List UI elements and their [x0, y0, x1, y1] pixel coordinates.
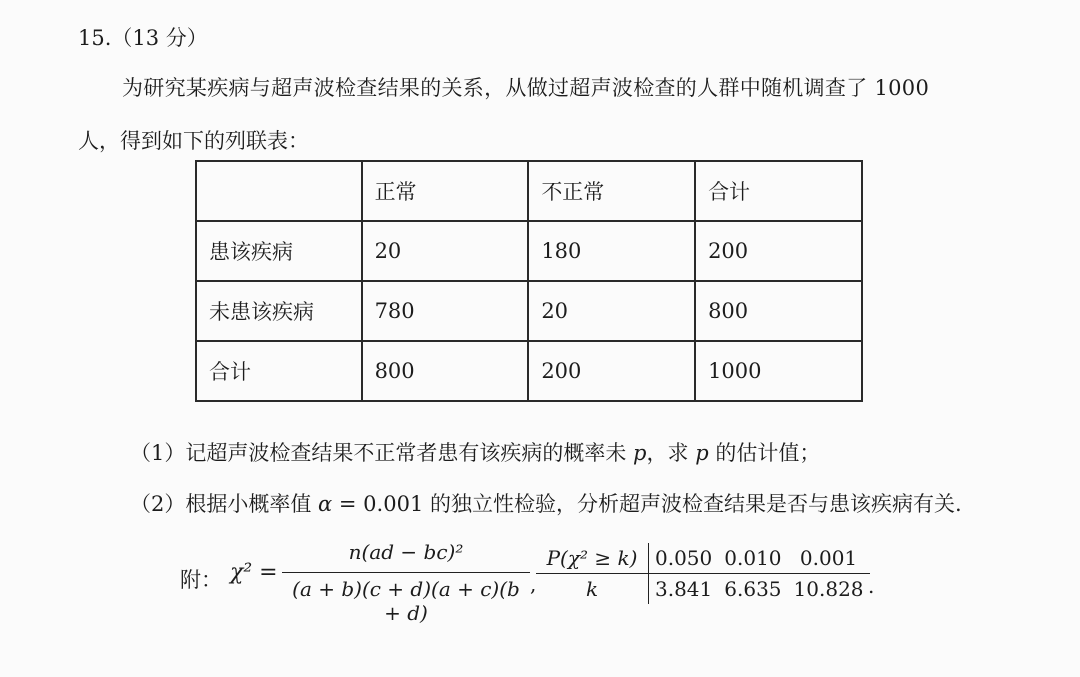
chi-square-symbol: χ² =: [230, 560, 278, 585]
chi-square-fraction: [282, 540, 530, 625]
question-intro-line1: 为研究某疾病与超声波检查结果的关系，从做过超声波检查的人群中随机调查了 1000: [122, 76, 930, 100]
table-cell: 未患该疾病: [196, 281, 362, 341]
table-header-cell: 正常: [362, 161, 529, 221]
table-cell: 780: [362, 281, 529, 341]
table-cell: 1000: [695, 341, 862, 401]
part-1: [130, 437, 820, 467]
table-cell: 患该疾病: [196, 221, 362, 281]
k-value: 10.828: [793, 577, 864, 601]
part-1-var-p-2: p: [695, 441, 709, 465]
table-cell: 20: [528, 281, 695, 341]
part-2-text-pre: （2）根据小概率值: [130, 492, 319, 516]
table-header-cell: 合计: [695, 161, 862, 221]
part-2: [130, 488, 962, 518]
critical-value-table: [536, 543, 870, 604]
contingency-table: [195, 160, 863, 402]
fraction-denominator: (a + b)(c + d)(a + c)(b + d): [292, 577, 520, 625]
table-header-cell: [196, 161, 362, 221]
table-cell: 800: [362, 341, 529, 401]
p-label: P(χ² ≥ k): [536, 543, 649, 574]
part-1-text-mid: ，求: [646, 441, 696, 465]
part-2-text-post: 的独立性检验，分析超声波检查结果是否与患该疾病有关.: [423, 492, 962, 516]
p-value: 0.001: [788, 543, 870, 574]
part-1-text-post: 的估计值；: [708, 441, 821, 465]
p-value: 0.010: [718, 543, 787, 574]
table-header-row: [196, 161, 862, 221]
fraction-bar: [282, 572, 530, 573]
part-2-alpha: α: [318, 492, 333, 516]
table-row: [196, 281, 862, 341]
question-number: 15.（13 分）: [78, 26, 208, 50]
part-1-text-pre: （1）记超声波检查结果不正常者患有该疾病的概率未: [130, 441, 634, 465]
table-row: [196, 221, 862, 281]
k-value: 6.635: [724, 577, 782, 601]
formula-comma: ,: [530, 572, 537, 596]
table-cell: 200: [695, 221, 862, 281]
formula-label: 附：: [180, 568, 222, 592]
table-cell: 180: [528, 221, 695, 281]
part-2-eq: = 0.001: [332, 492, 424, 516]
table-header-cell: 不正常: [528, 161, 695, 221]
table-cell: 200: [528, 341, 695, 401]
question-intro-line2: 人，得到如下的列联表：: [78, 129, 309, 153]
critical-p-row: [536, 543, 870, 574]
k-value: 3.841: [655, 577, 713, 601]
critical-k-row: [536, 574, 870, 605]
table-cell: 合计: [196, 341, 362, 401]
p-value: 0.050: [649, 543, 719, 574]
part-1-var-p: p: [633, 441, 647, 465]
formula-end: .: [868, 574, 875, 598]
table-cell: 800: [695, 281, 862, 341]
fraction-numerator: n(ad − bc)²: [348, 540, 464, 564]
k-label: k: [536, 574, 649, 605]
table-cell: 20: [362, 221, 529, 281]
table-row: [196, 341, 862, 401]
